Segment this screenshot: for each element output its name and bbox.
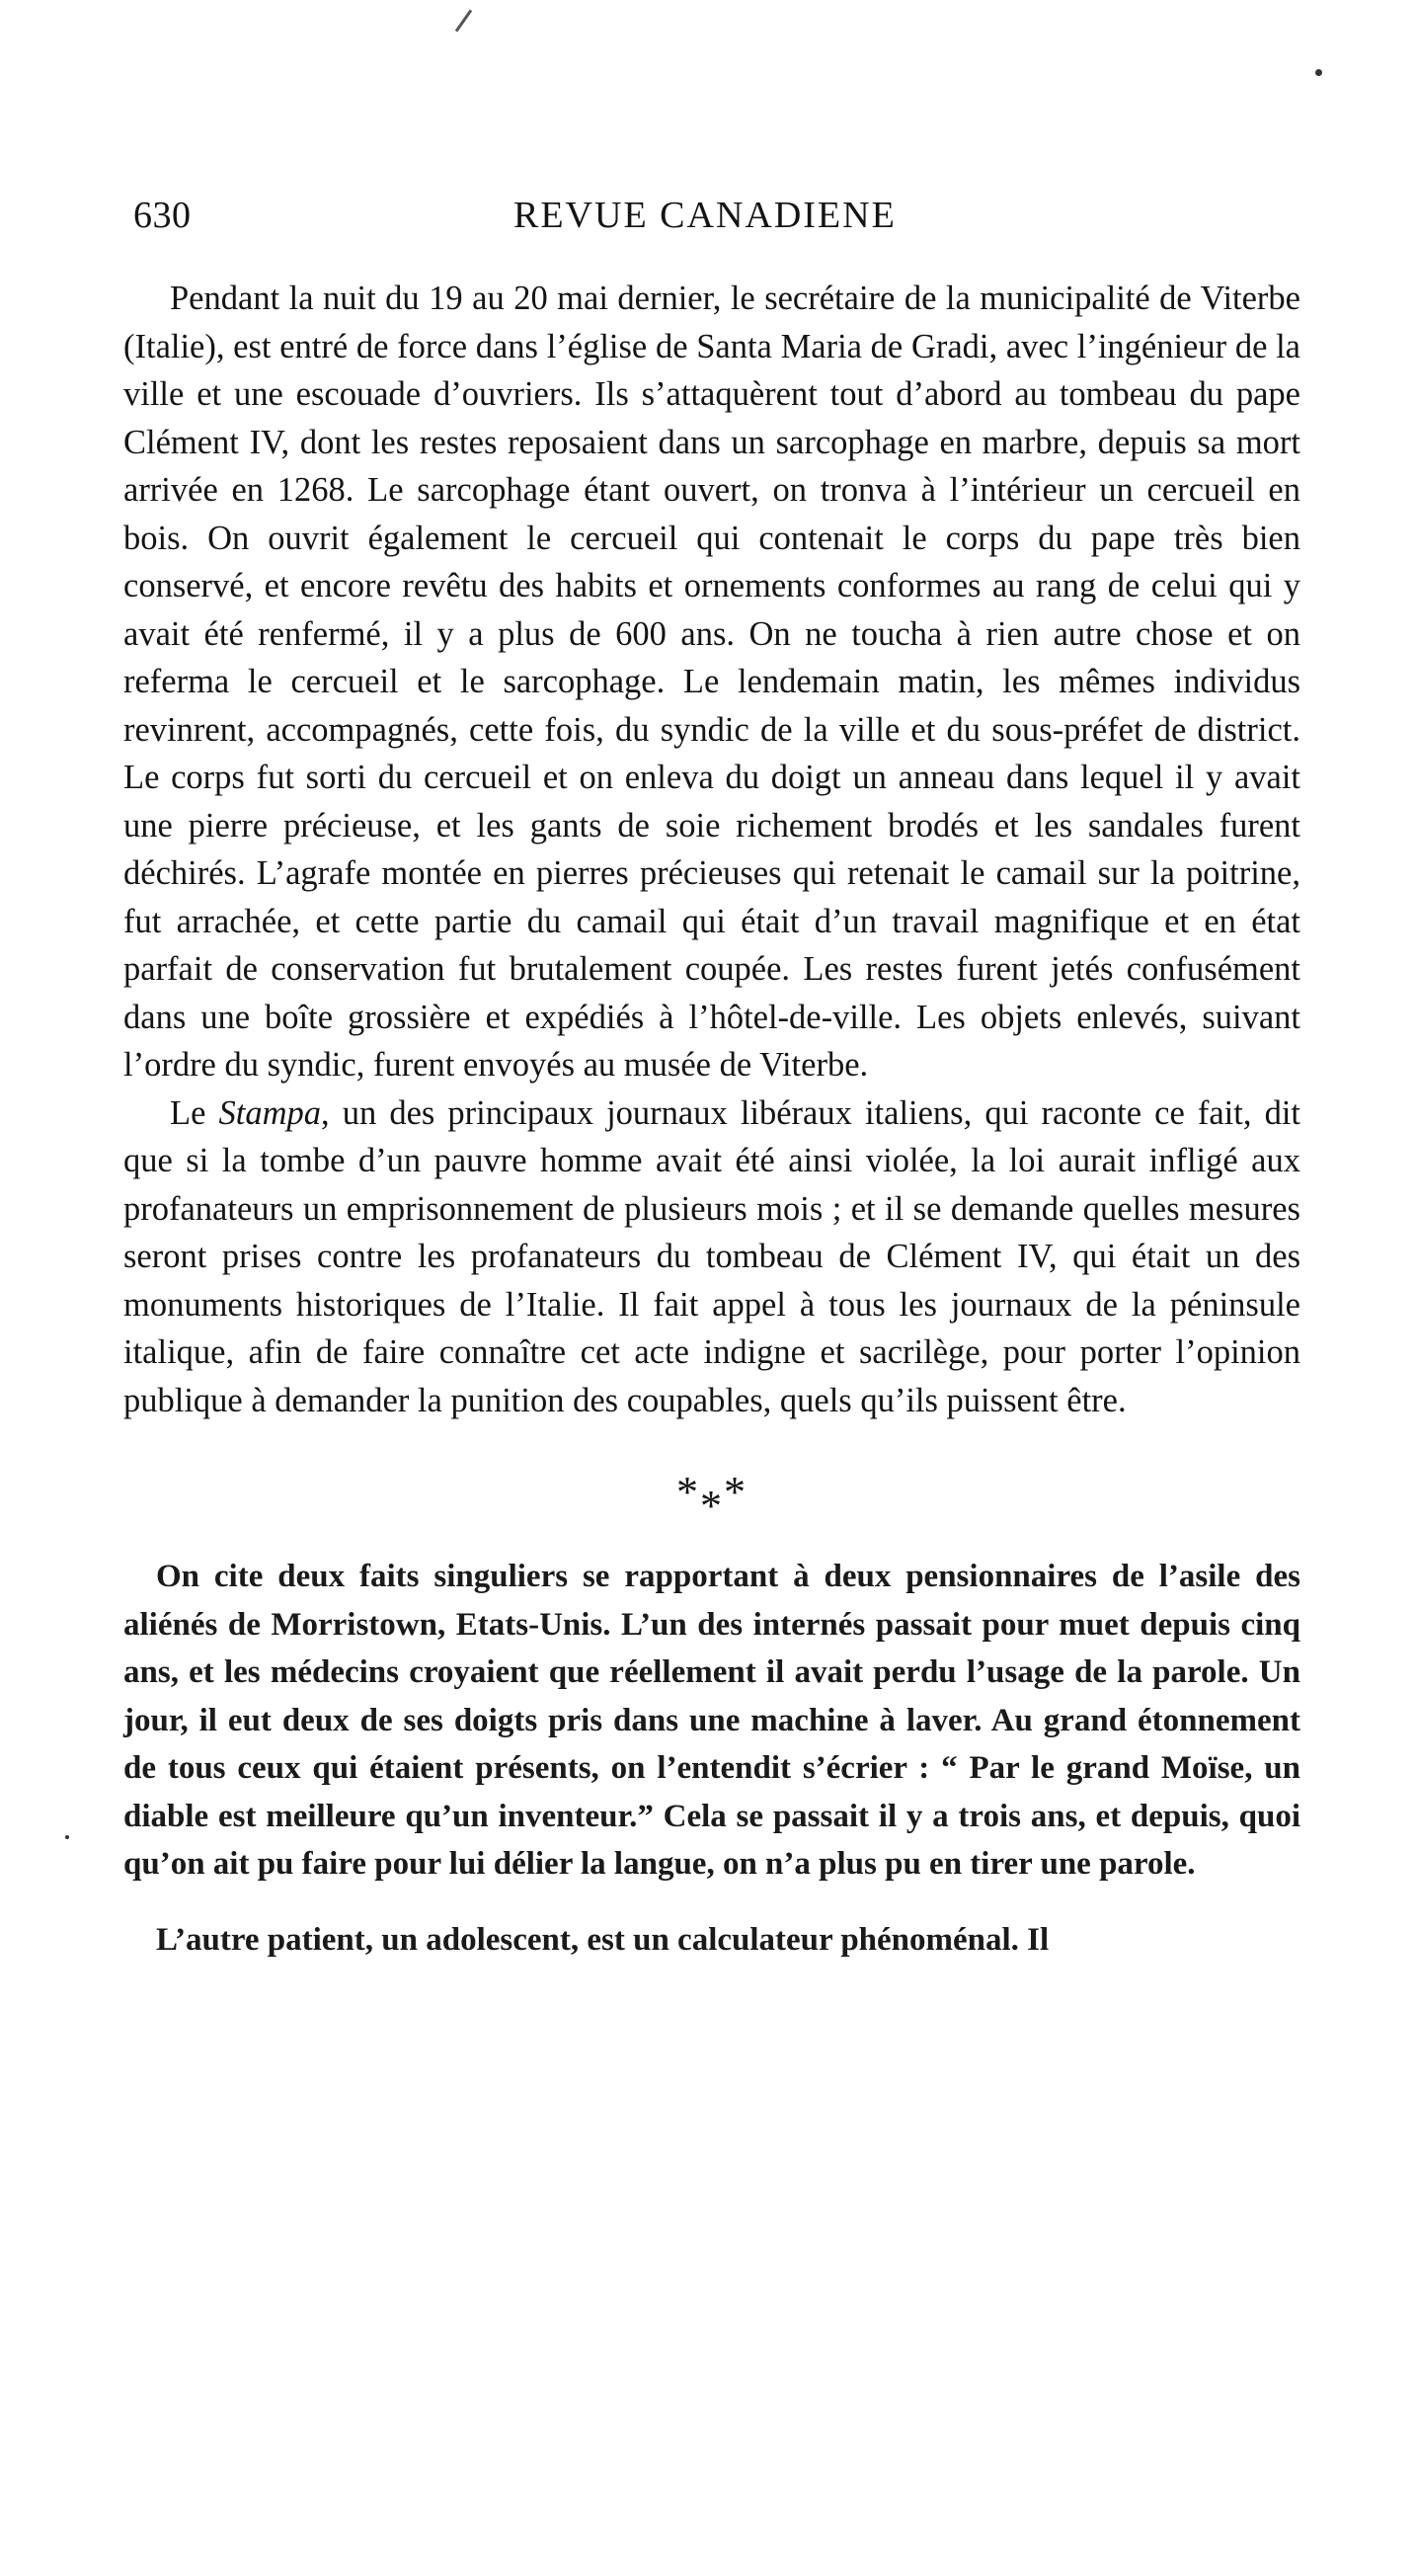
ornament-star: * [724,1468,747,1516]
running-head: REVUE CANADIENE [513,195,897,236]
ornament-star: * [700,1482,724,1530]
newspaper-name: Stampa [218,1093,321,1132]
page-header [133,188,1298,243]
paragraph-calculator: L’autre patient, un adolescent, est un calculateur phénoménal. Il [156,1921,1050,1958]
scan-mark [455,9,472,32]
body-text [123,275,1300,1964]
paragraph-stampa-rest: , un des principaux journaux libéraux italiens, qui raconte ce fait, dit que si la tombe d’un pauvre homme avait été ainsi violée, la loi aurait infligé aux profanateurs un emprisonnement de plusieurs mois ; et il se demande quelles mesures seront prises contre les profanateurs du tombeau de Clément IV, qui était un des monuments historiques de l’Italie. Il fait appel à tous les journaux de la péninsule italique, afin de faire connaître cet acte indigne et sacrilège, pour porter l’opinion publique à demander la punition des coupables, quels qu’ils puissent être. [123,1093,1301,1419]
ornament-star: * [676,1468,700,1516]
scan-speck [65,1835,69,1839]
section-ornament [123,1468,1300,1530]
paragraph-clement-tomb: Pendant la nuit du 19 au 20 mai dernier, le secrétaire de la municipalité de Viterbe (Italie), est entré de force dans l’église de Santa Maria de Gradi, avec l’ingénieur de la ville et une escouade d’ouvriers. Ils s’attaquèrent tout d’abord au tombeau du pape Clément IV, dont les restes reposaient dans un sarcophage en marbre, depuis sa mort arrivée en 1268. Le sarcophage étant ouvert, on tronva à l’intérieur un cercueil en bois. On ouvrit également le cercueil qui contenait le corps du pape très bien conservé, et encore revêtu des habits et ornements conformes au rang de celui qui y avait été renfermé, il y a plus de 600 ans. On ne toucha à rien autre chose et on referma le cercueil et le sarcophage. Le lendemain matin, les mêmes individus revinrent, accompagnés, cette fois, du syndic de la ville et du sous-préfet de district. Le corps fut sorti du cercueil et on enleva du doigt un anneau dans lequel il y avait une pierre précieuse, et les gants de soie richement brodés et les sandales furent déchirés. L’agrafe montée en pierres précieuses qui retenait le camail sur la poitrine, fut arrachée, et cette partie du camail qui était d’un travail magnifique et en état parfait de conservation fut brutalement coupée. Les restes furent jetés confusément dans une boîte grossière et expédiés à l’hôtel-de-ville. Les objets enlevés, suivant l’ordre du syndic, furent envoyés au musée de Viterbe. [123,280,1300,1084]
paragraph-stampa [123,1089,1300,1425]
paragraph-morristown: On cite deux faits singuliers se rapportant à deux pensionnaires de l’asile des aliénés de Morristown, Etats-Unis. L’un des internés passait pour muet depuis cinq ans, et les médecins croyaient que réellement il avait perdu l’usage de la parole. Un jour, il eut deux de ses doigts pris dans une machine à laver. Au grand étonnement de tous ceux qui étaient présents, on l’entendit s’écrier : “ Par le grand Moïse, un diable est meilleure qu’un inventeur.” Cela se passait il y a trois ans, et depuis, quoi qu’on ait pu faire pour lui délier la langue, on n’a plus pu en tirer une parole. [123,1559,1300,1882]
paragraph-stampa-start: Le [170,1093,219,1132]
page-number: 630 [133,195,192,236]
scan-speck [1315,69,1322,76]
